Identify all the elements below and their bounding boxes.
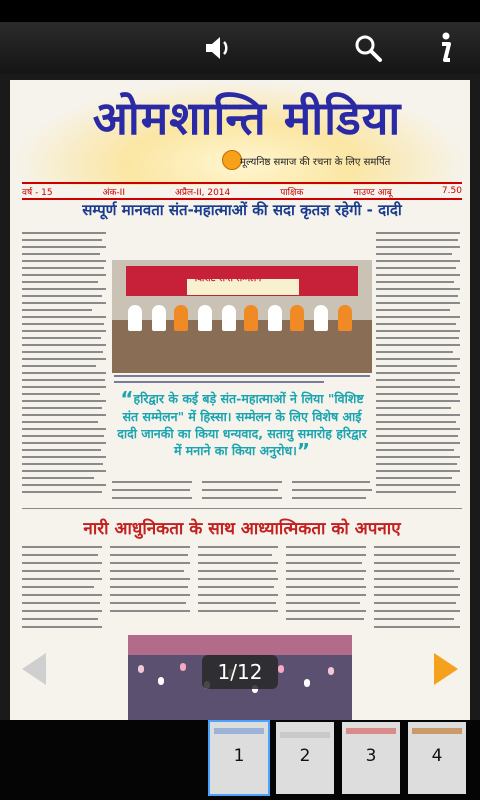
- issue-number: अंक-II: [102, 187, 125, 198]
- photo-caption: [112, 373, 372, 389]
- masthead-subtitle: मूल्यनिष्ठ समाज की रचना के लिए समर्पित: [240, 157, 391, 168]
- thumbnail-page-2[interactable]: [276, 722, 334, 794]
- info-icon[interactable]: [426, 30, 462, 66]
- page-indicator: 1/12: [202, 655, 278, 689]
- status-bar: [0, 0, 480, 22]
- top-toolbar: [0, 22, 480, 74]
- thumbnail-page-1[interactable]: [210, 722, 268, 794]
- masthead-title: ओमशान्ति मीडिया: [92, 91, 402, 145]
- text-column-left: [22, 230, 108, 500]
- pull-quote: “हरिद्वार के कई बड़े संत-महात्माओं ने लिया "विशिष्ट संत सम्मेलन" में हिस्सा। सम्मेलन के लिए विशेष आई दादी जानकी का किया धन्यवाद, सतायु समारोह हरिद्वार में मनाने का किया अनुरोध।”: [117, 387, 367, 463]
- headline-bottom: नारी आधुनिकता के साथ आध्यात्मिकता को अपनाए: [83, 519, 401, 539]
- headline-top: सम्पूर्ण मानवता संत-महात्माओं की सदा कृतज्ञ रहेगी - दादी: [82, 201, 402, 219]
- previous-page-arrow-icon[interactable]: [22, 653, 46, 685]
- masthead: [10, 80, 470, 185]
- speaker-icon[interactable]: [200, 30, 236, 66]
- emblem-icon: [222, 150, 242, 170]
- thumbnail-page-4[interactable]: [408, 722, 466, 794]
- event-photo: [112, 260, 372, 373]
- thumbnail-label: 2: [299, 746, 311, 766]
- text-columns-bottom: [22, 544, 462, 634]
- text-column-middle: [112, 478, 372, 508]
- issue-frequency: पाक्षिक: [280, 187, 304, 198]
- issue-volume: वर्ष - 15: [22, 187, 53, 198]
- thumbnail-label: 3: [365, 746, 377, 766]
- issue-place: माउण्ट आबू: [353, 187, 392, 198]
- next-page-arrow-icon[interactable]: [434, 653, 458, 685]
- issue-date: अप्रैल-II, 2014: [174, 187, 231, 198]
- text-column-right: [376, 230, 462, 500]
- thumbnail-label: 4: [431, 746, 443, 766]
- photo-banner-text: विशिष्ट सन्त सम्मेलन: [194, 274, 262, 284]
- issue-line: [22, 182, 462, 200]
- newspaper-page[interactable]: [10, 80, 470, 720]
- thumbnail-label: 1: [233, 746, 245, 766]
- thumbnail-page-3[interactable]: [342, 722, 400, 794]
- pull-quote-text: हरिद्वार के कई बड़े संत-महात्माओं ने लिया "विशिष्ट संत सम्मेलन" में हिस्सा। सम्मेलन के लिए विशेष आई दादी जानकी का किया धन्यवाद, सतायु समारोह हरिद्वार में मनाने का किया अनुरोध।: [117, 391, 367, 458]
- search-icon[interactable]: [350, 30, 386, 66]
- issue-price: 7.50: [441, 186, 462, 196]
